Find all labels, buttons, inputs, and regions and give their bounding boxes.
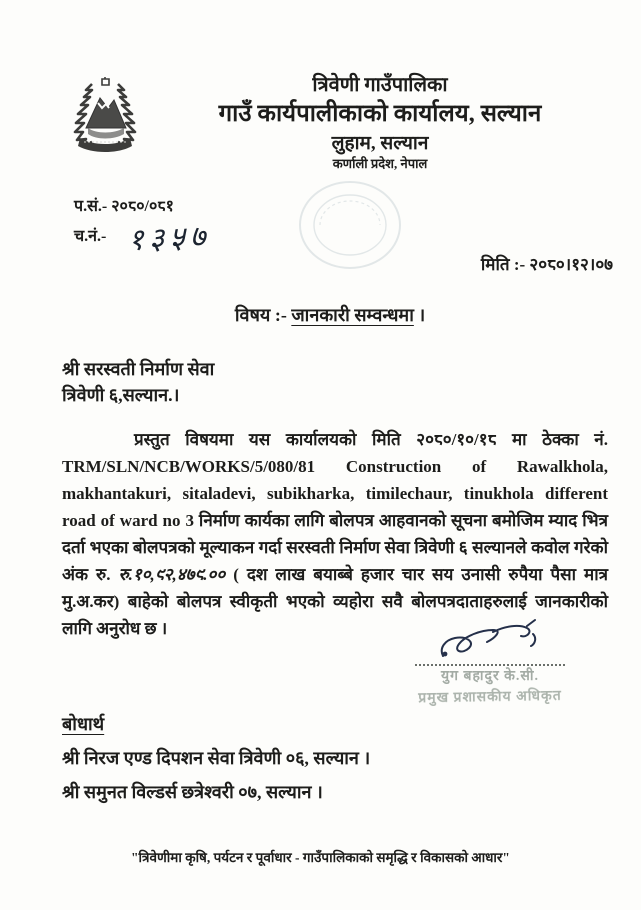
signature-block — [390, 618, 590, 706]
cc-heading: बोधार्थ — [62, 714, 105, 734]
dispatch-number-label: च.नं.- — [74, 228, 107, 245]
addressee-address: त्रिवेणी ६,सल्यान.। — [62, 385, 180, 405]
municipality-name: त्रिवेणी गाउँपालिका — [312, 74, 448, 96]
reference-number-line: प.सं.- २०८०/०८१ — [74, 198, 174, 215]
office-address: लुहाम, सल्यान — [331, 132, 429, 154]
province-line: कर्णाली प्रदेश, नेपाल — [332, 156, 428, 172]
addressee-name: श्री सरस्वती निर्माण सेवा — [62, 359, 215, 379]
office-name: गाउँ कार्यपालीकाको कार्यालय, सल्यान — [218, 101, 542, 127]
subject-line — [0, 303, 641, 327]
letterhead — [150, 74, 610, 172]
date-line: मिति :- २०८०।१२।०७ — [480, 255, 613, 274]
signatory-title-stamp: प्रमुख प्रशासकीय अधिकृत — [418, 688, 562, 707]
bid-amount-words: ( दश लाख बयाब्बे हजार चार सय उनासी रुपैया पैसा मात्र मु.अ.कर) — [62, 565, 608, 611]
dispatch-number-handwritten: १३५७ — [127, 218, 212, 259]
body-part1: प्रस्तुत विषयमा यस कार्यालयको मिति २०८०/१०/१८ मा ठेक्का नं. — [134, 430, 608, 449]
tender-number-english: TRM/SLN/NCB/WORKS/5/080/81 Construction of Rawalkhola, makhantakuri, sitaladevi, subikharka, timilechaur, tinukhola different road of ward no 3 — [62, 457, 608, 530]
body-paragraph — [62, 426, 608, 642]
round-stamp-impression — [295, 178, 405, 273]
body-part3: बाहेको बोलपत्र स्वीकृती भएको व्यहोरा सवै बोलपत्रदाताहरुलाई जानकारीको लागि अनुरोध छ । — [62, 592, 609, 638]
subject-text: जानकारी सम्वन्धमा — [291, 305, 414, 325]
subject-terminator: । — [418, 305, 426, 325]
bid-amount-figures: रु.१०,९२,४७९.०० — [118, 565, 226, 584]
footer-slogan: "त्रिवेणीमा कृषि, पर्यटन र पूर्वाधार - गाउँपालिकाको समृद्धि र विकासको आधार" — [131, 850, 510, 865]
municipality-emblem-icon — [62, 76, 148, 158]
signatory-name-stamp: युग बहादुर के.सी. — [440, 669, 540, 684]
body-part2: निर्माण कार्यका लागि बोलपत्र आहवानको सूचना बमोजिम म्याद भित्र दर्ता भएका बोलपत्रको मूल्याकन गर्दा सरस्वती निर्माण सेवा त्रिवेणी ६ सल्यानले कवोल गरेको अंक रु. — [62, 511, 608, 584]
cc-item: श्री निरज एण्ड दिपशन सेवा त्रिवेणी ०६, सल्यान । — [62, 748, 371, 768]
subject-label: विषय :- — [234, 305, 287, 325]
signature-scribble-icon — [415, 618, 565, 670]
cc-item: श्री समुनत विल्डर्स छत्रेश्वरी ०७, सल्यान । — [62, 782, 323, 802]
addressee-block — [62, 356, 214, 408]
